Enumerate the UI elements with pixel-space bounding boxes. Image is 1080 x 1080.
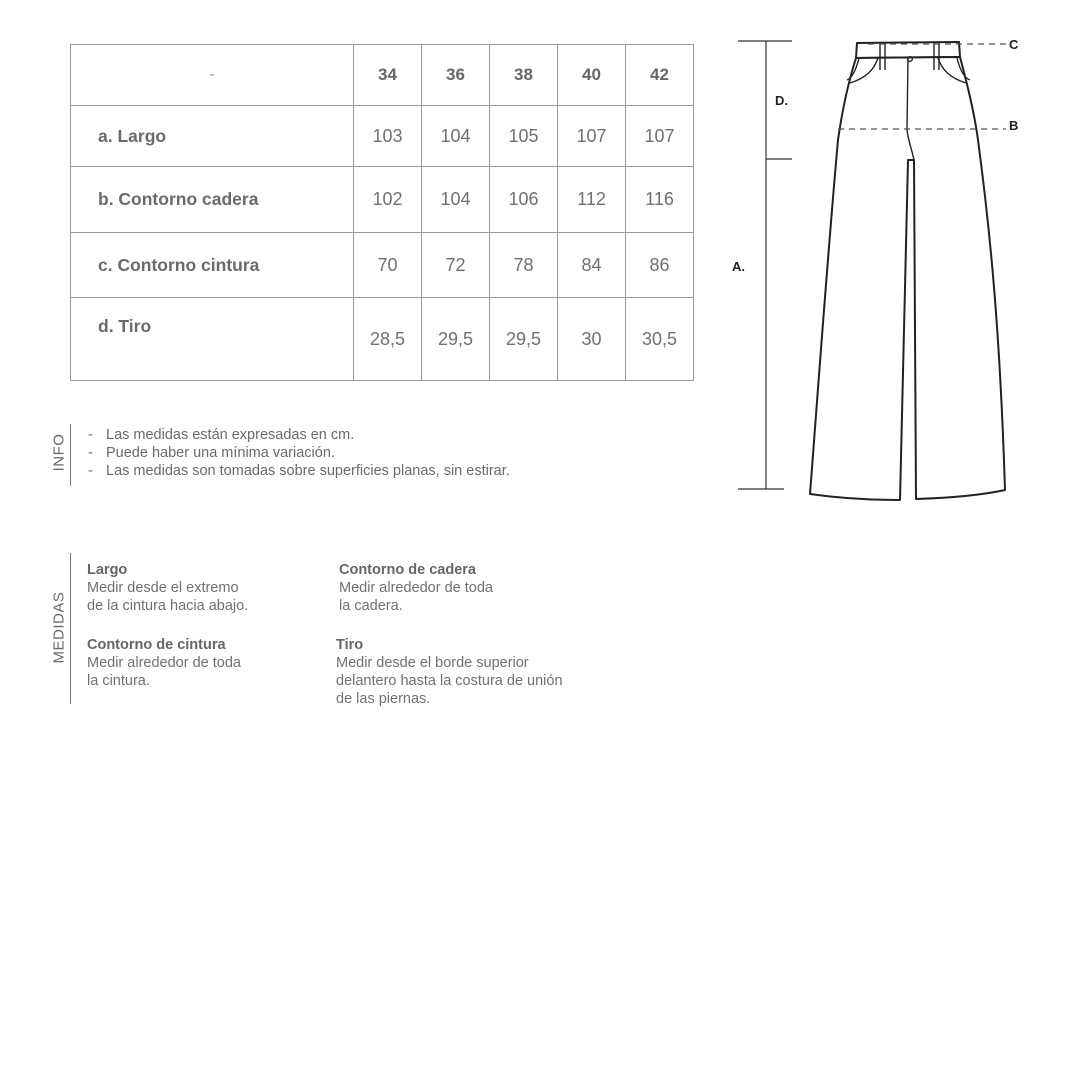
size-header-38: 38 bbox=[490, 45, 558, 106]
medidas-side-label: MEDIDAS bbox=[50, 591, 68, 664]
info-list bbox=[86, 426, 510, 480]
medida-title: Contorno de cadera bbox=[339, 562, 476, 578]
table-cell: 29,5 bbox=[490, 298, 558, 381]
table-cell: 105 bbox=[490, 106, 558, 167]
row-label-largo: a. Largo bbox=[71, 106, 354, 167]
table-row bbox=[71, 298, 694, 381]
table-cell: 112 bbox=[558, 167, 626, 233]
medida-title: Tiro bbox=[336, 637, 364, 653]
table-corner: - bbox=[71, 45, 354, 106]
medida-desc: Medir desde el borde superior delantero hasta la costura de unión de las piernas. bbox=[336, 655, 563, 707]
table-cell: 116 bbox=[626, 167, 694, 233]
table-cell: 72 bbox=[422, 233, 490, 298]
list-item: - Las medidas están expresadas en cm. bbox=[86, 426, 510, 444]
medida-cintura bbox=[87, 636, 377, 690]
medida-desc: Medir desde el extremo de la cintura hacia abajo. bbox=[87, 580, 249, 614]
table-cell: 78 bbox=[490, 233, 558, 298]
size-header-row bbox=[71, 45, 694, 106]
table-cell: 103 bbox=[354, 106, 422, 167]
table-cell: 102 bbox=[354, 167, 422, 233]
row-label-contorno-cintura: c. Contorno cintura bbox=[71, 233, 354, 298]
label-b: B bbox=[1009, 118, 1019, 133]
table-cell: 30,5 bbox=[626, 298, 694, 381]
table-cell: 107 bbox=[626, 106, 694, 167]
table-cell: 84 bbox=[558, 233, 626, 298]
size-header-34: 34 bbox=[354, 45, 422, 106]
table-cell: 28,5 bbox=[354, 298, 422, 381]
medidas-divider bbox=[70, 553, 71, 704]
row-label-contorno-cadera: b. Contorno cadera bbox=[71, 167, 354, 233]
list-item: - Las medidas son tomadas sobre superficies planas, sin estirar. bbox=[86, 462, 510, 480]
label-d: D. bbox=[775, 93, 788, 108]
row-label-tiro: d. Tiro bbox=[71, 298, 354, 381]
table-row bbox=[71, 233, 694, 298]
pants-diagram bbox=[728, 30, 1028, 510]
table-cell: 104 bbox=[422, 106, 490, 167]
list-item: - Puede haber una mínima variación. bbox=[86, 444, 510, 462]
medida-largo bbox=[87, 561, 377, 615]
label-a: A. bbox=[732, 259, 745, 274]
table-row bbox=[71, 106, 694, 167]
medida-desc: Medir alrededor de toda la cintura. bbox=[87, 655, 241, 689]
medida-desc: Medir alrededor de toda la cadera. bbox=[339, 580, 493, 614]
size-header-42: 42 bbox=[626, 45, 694, 106]
info-side-label: INFO bbox=[50, 433, 68, 472]
table-cell: 70 bbox=[354, 233, 422, 298]
info-divider bbox=[70, 424, 71, 486]
size-header-36: 36 bbox=[422, 45, 490, 106]
label-c: C bbox=[1009, 37, 1019, 52]
table-cell: 29,5 bbox=[422, 298, 490, 381]
table-row bbox=[71, 167, 694, 233]
measure-line-a bbox=[738, 41, 792, 489]
size-header-40: 40 bbox=[558, 45, 626, 106]
medida-title: Largo bbox=[87, 562, 128, 578]
medida-cadera bbox=[339, 561, 629, 615]
table-cell: 86 bbox=[626, 233, 694, 298]
medida-title: Contorno de cintura bbox=[87, 637, 226, 653]
size-table bbox=[70, 44, 694, 381]
table-cell: 30 bbox=[558, 298, 626, 381]
medida-tiro bbox=[336, 636, 626, 708]
table-cell: 106 bbox=[490, 167, 558, 233]
table-cell: 107 bbox=[558, 106, 626, 167]
table-cell: 104 bbox=[422, 167, 490, 233]
